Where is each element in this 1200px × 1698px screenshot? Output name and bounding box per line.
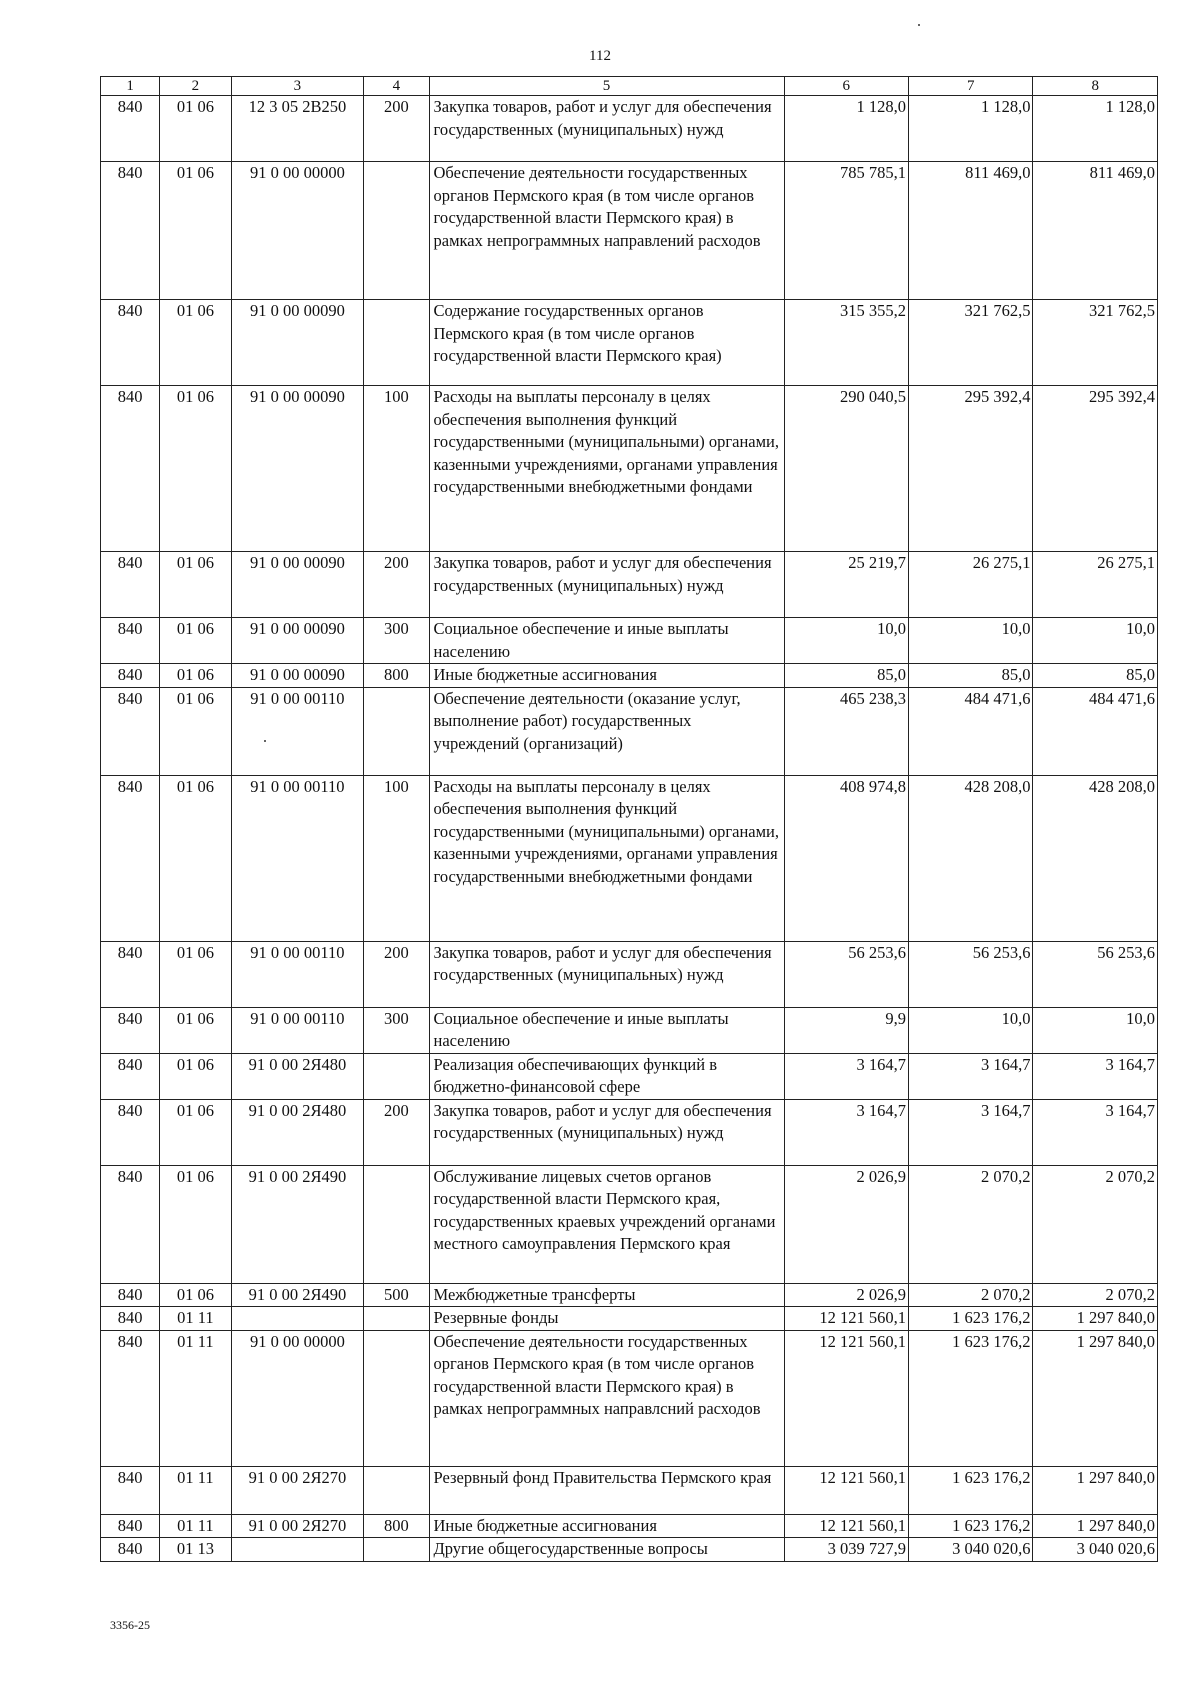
header-row <box>101 77 1158 96</box>
cell-col-3: 91 0 00 00090 <box>231 552 364 618</box>
cell-col-1: 840 <box>101 1514 160 1538</box>
cell-col-3: 91 0 00 2Я480 <box>231 1099 364 1165</box>
cell-col-4: 200 <box>364 941 429 1007</box>
cell-col-7: 1 623 176,2 <box>909 1466 1033 1514</box>
table-row <box>101 162 1158 300</box>
cell-col-7: 56 253,6 <box>909 941 1033 1007</box>
cell-col-6: 785 785,1 <box>784 162 908 300</box>
cell-col-2: 01 06 <box>160 96 231 162</box>
cell-col-6: 56 253,6 <box>784 941 908 1007</box>
cell-col-5: Социальное обеспечение и иные выплаты населению <box>429 618 784 664</box>
cell-col-1: 840 <box>101 300 160 386</box>
cell-col-4: 100 <box>364 775 429 941</box>
cell-col-3: 91 0 00 2Я270 <box>231 1466 364 1514</box>
cell-col-5: Резервный фонд Правительства Пермского края <box>429 1466 784 1514</box>
cell-col-5: Обеспечение деятельности (оказание услуг, выполнение работ) государственных учреждений (организаций) <box>429 687 784 775</box>
cell-col-7: 428 208,0 <box>909 775 1033 941</box>
cell-col-8: 26 275,1 <box>1033 552 1158 618</box>
cell-col-4 <box>364 1466 429 1514</box>
cell-col-5: Расходы на выплаты персоналу в целях обеспечения выполнения функций государственными (муниципальными) органами, казенными учреждениями, органами управления государственными внебюджетными фондами <box>429 775 784 941</box>
cell-col-5: Закупка товаров, работ и услуг для обеспечения государственных (муниципальных) нужд <box>429 552 784 618</box>
cell-col-4 <box>364 1053 429 1099</box>
cell-col-1: 840 <box>101 1007 160 1053</box>
cell-col-8: 1 297 840,0 <box>1033 1466 1158 1514</box>
cell-col-5: Обеспечение деятельности государственных органов Пермского края (в том числе органов государственной власти Пермского края) в рамках непрограммных направлсний расходов <box>429 1330 784 1466</box>
table-row <box>101 96 1158 162</box>
cell-col-1: 840 <box>101 386 160 552</box>
cell-col-8: 1 297 840,0 <box>1033 1330 1158 1466</box>
cell-col-7: 3 040 020,6 <box>909 1538 1033 1562</box>
cell-col-1: 840 <box>101 775 160 941</box>
cell-col-2: 01 06 <box>160 618 231 664</box>
cell-col-1: 840 <box>101 1330 160 1466</box>
col-header-2: 2 <box>160 77 231 96</box>
table-row <box>101 1466 1158 1514</box>
page-number: 112 <box>589 48 611 64</box>
cell-col-1: 840 <box>101 1099 160 1165</box>
cell-col-7: 321 762,5 <box>909 300 1033 386</box>
cell-col-2: 01 11 <box>160 1330 231 1466</box>
col-header-7: 7 <box>909 77 1033 96</box>
cell-col-7: 1 623 176,2 <box>909 1330 1033 1466</box>
table-row <box>101 664 1158 688</box>
cell-col-5: Другие общегосударственные вопросы <box>429 1538 784 1562</box>
cell-col-3: 91 0 00 00090 <box>231 300 364 386</box>
cell-col-4 <box>364 687 429 775</box>
cell-col-2: 01 06 <box>160 941 231 1007</box>
table-row <box>101 552 1158 618</box>
cell-col-3: 91 0 00 2Я490 <box>231 1165 364 1283</box>
cell-col-2: 01 06 <box>160 1283 231 1307</box>
cell-col-3: 91 0 00 00090 <box>231 618 364 664</box>
cell-col-8: 10,0 <box>1033 618 1158 664</box>
cell-col-7: 1 623 176,2 <box>909 1514 1033 1538</box>
cell-col-5: Расходы на выплаты персоналу в целях обеспечения выполнения функций государственными (муниципальными) органами, казенными учреждениями, органами управления государственными внебюджетными фондами <box>429 386 784 552</box>
budget-table <box>100 76 1158 1562</box>
table-row <box>101 1007 1158 1053</box>
cell-col-1: 840 <box>101 664 160 688</box>
cell-col-6: 465 238,3 <box>784 687 908 775</box>
table-row <box>101 1307 1158 1331</box>
cell-col-1: 840 <box>101 1165 160 1283</box>
budget-table-container <box>100 76 1158 1562</box>
col-header-1: 1 <box>101 77 160 96</box>
cell-col-5: Реализация обеспечивающих функций в бюджетно-финансовой сфере <box>429 1053 784 1099</box>
cell-col-4 <box>364 300 429 386</box>
cell-col-1: 840 <box>101 1466 160 1514</box>
cell-col-7: 10,0 <box>909 618 1033 664</box>
cell-col-8: 1 297 840,0 <box>1033 1514 1158 1538</box>
col-header-5: 5 <box>429 77 784 96</box>
col-header-8: 8 <box>1033 77 1158 96</box>
cell-col-4: 200 <box>364 552 429 618</box>
cell-col-3: 91 0 00 00000 <box>231 162 364 300</box>
cell-col-6: 85,0 <box>784 664 908 688</box>
cell-col-3: 91 0 00 00110 <box>231 1007 364 1053</box>
cell-col-1: 840 <box>101 162 160 300</box>
cell-col-2: 01 06 <box>160 1099 231 1165</box>
cell-col-3: 12 3 05 2B250 <box>231 96 364 162</box>
table-row <box>101 775 1158 941</box>
cell-col-5: Иные бюджетные ассигнования <box>429 1514 784 1538</box>
cell-col-5: Иные бюджетные ассигнования <box>429 664 784 688</box>
cell-col-3 <box>231 1538 364 1562</box>
table-row <box>101 300 1158 386</box>
cell-col-3: 91 0 00 00000 <box>231 1330 364 1466</box>
cell-col-8: 1 297 840,0 <box>1033 1307 1158 1331</box>
cell-col-3: 91 0 00 00090 <box>231 386 364 552</box>
cell-col-3: 91 0 00 2Я490 <box>231 1283 364 1307</box>
cell-col-8: 85,0 <box>1033 664 1158 688</box>
table-row <box>101 687 1158 775</box>
table-row <box>101 1165 1158 1283</box>
cell-col-2: 01 11 <box>160 1514 231 1538</box>
col-header-6: 6 <box>784 77 908 96</box>
cell-col-2: 01 06 <box>160 552 231 618</box>
cell-col-5: Закупка товаров, работ и услуг для обеспечения государственных (муниципальных) нужд <box>429 1099 784 1165</box>
table-row <box>101 1099 1158 1165</box>
cell-col-1: 840 <box>101 1307 160 1331</box>
cell-col-4: 100 <box>364 386 429 552</box>
cell-col-6: 12 121 560,1 <box>784 1514 908 1538</box>
cell-col-6: 9,9 <box>784 1007 908 1053</box>
cell-col-6: 12 121 560,1 <box>784 1307 908 1331</box>
cell-col-7: 1 128,0 <box>909 96 1033 162</box>
cell-col-6: 2 026,9 <box>784 1283 908 1307</box>
cell-col-6: 408 974,8 <box>784 775 908 941</box>
cell-col-6: 25 219,7 <box>784 552 908 618</box>
cell-col-2: 01 13 <box>160 1538 231 1562</box>
cell-col-7: 811 469,0 <box>909 162 1033 300</box>
table-row <box>101 618 1158 664</box>
cell-col-4: 200 <box>364 1099 429 1165</box>
cell-col-7: 295 392,4 <box>909 386 1033 552</box>
cell-col-1: 840 <box>101 941 160 1007</box>
cell-col-8: 2 070,2 <box>1033 1283 1158 1307</box>
cell-col-6: 3 039 727,9 <box>784 1538 908 1562</box>
cell-col-7: 10,0 <box>909 1007 1033 1053</box>
cell-col-8: 1 128,0 <box>1033 96 1158 162</box>
cell-col-3: 91 0 00 2Я480 <box>231 1053 364 1099</box>
table-row <box>101 1538 1158 1562</box>
cell-col-2: 01 06 <box>160 664 231 688</box>
cell-col-6: 12 121 560,1 <box>784 1330 908 1466</box>
cell-col-7: 3 164,7 <box>909 1099 1033 1165</box>
table-row <box>101 386 1158 552</box>
table-body <box>101 96 1158 1562</box>
cell-col-3: 91 0 00 00110 <box>231 687 364 775</box>
cell-col-6: 3 164,7 <box>784 1053 908 1099</box>
cell-col-1: 840 <box>101 687 160 775</box>
cell-col-2: 01 06 <box>160 386 231 552</box>
cell-col-8: 3 164,7 <box>1033 1099 1158 1165</box>
cell-col-6: 10,0 <box>784 618 908 664</box>
cell-col-7: 1 623 176,2 <box>909 1307 1033 1331</box>
cell-col-4: 200 <box>364 96 429 162</box>
cell-col-2: 01 06 <box>160 300 231 386</box>
cell-col-8: 3 040 020,6 <box>1033 1538 1158 1562</box>
footer-document-code: 3356-25 <box>110 1618 150 1632</box>
col-header-4: 4 <box>364 77 429 96</box>
cell-col-3: 91 0 00 00110 <box>231 941 364 1007</box>
cell-col-6: 290 040,5 <box>784 386 908 552</box>
cell-col-7: 26 275,1 <box>909 552 1033 618</box>
cell-col-2: 01 06 <box>160 1053 231 1099</box>
cell-col-1: 840 <box>101 552 160 618</box>
cell-col-7: 85,0 <box>909 664 1033 688</box>
cell-col-4 <box>364 1165 429 1283</box>
cell-col-2: 01 06 <box>160 1007 231 1053</box>
cell-col-1: 840 <box>101 96 160 162</box>
table-row <box>101 941 1158 1007</box>
cell-col-5: Социальное обеспечение и иные выплаты населению <box>429 1007 784 1053</box>
cell-col-8: 10,0 <box>1033 1007 1158 1053</box>
table-row <box>101 1514 1158 1538</box>
cell-col-8: 321 762,5 <box>1033 300 1158 386</box>
cell-col-5: Обслуживание лицевых счетов органов государственной власти Пермского края, государственных краевых учреждений органами местного самоуправления Пермского края <box>429 1165 784 1283</box>
cell-col-7: 484 471,6 <box>909 687 1033 775</box>
cell-col-4: 500 <box>364 1283 429 1307</box>
cell-col-8: 428 208,0 <box>1033 775 1158 941</box>
cell-col-3: 91 0 00 00090 <box>231 664 364 688</box>
cell-col-4 <box>364 1538 429 1562</box>
cell-col-2: 01 11 <box>160 1466 231 1514</box>
scan-speck <box>264 740 266 742</box>
table-row <box>101 1283 1158 1307</box>
cell-col-4 <box>364 1307 429 1331</box>
table-row <box>101 1330 1158 1466</box>
cell-col-6: 12 121 560,1 <box>784 1466 908 1514</box>
cell-col-5: Содержание государственных органов Пермского края (в том числе органов государственной власти Пермского края) <box>429 300 784 386</box>
cell-col-6: 1 128,0 <box>784 96 908 162</box>
cell-col-1: 840 <box>101 618 160 664</box>
cell-col-5: Межбюджетные трансферты <box>429 1283 784 1307</box>
cell-col-1: 840 <box>101 1053 160 1099</box>
cell-col-8: 3 164,7 <box>1033 1053 1158 1099</box>
cell-col-4: 800 <box>364 664 429 688</box>
cell-col-7: 2 070,2 <box>909 1165 1033 1283</box>
cell-col-2: 01 06 <box>160 1165 231 1283</box>
cell-col-6: 315 355,2 <box>784 300 908 386</box>
cell-col-3: 91 0 00 2Я270 <box>231 1514 364 1538</box>
cell-col-4 <box>364 162 429 300</box>
cell-col-5: Обеспечение деятельности государственных органов Пермского края (в том числе органов государственной власти Пермского края) в рамках непрограммных направлений расходов <box>429 162 784 300</box>
cell-col-8: 484 471,6 <box>1033 687 1158 775</box>
cell-col-3: 91 0 00 00110 <box>231 775 364 941</box>
cell-col-5: Резервные фонды <box>429 1307 784 1331</box>
cell-col-7: 2 070,2 <box>909 1283 1033 1307</box>
cell-col-2: 01 06 <box>160 162 231 300</box>
cell-col-2: 01 11 <box>160 1307 231 1331</box>
cell-col-2: 01 06 <box>160 687 231 775</box>
cell-col-4: 800 <box>364 1514 429 1538</box>
cell-col-6: 2 026,9 <box>784 1165 908 1283</box>
col-header-3: 3 <box>231 77 364 96</box>
cell-col-8: 2 070,2 <box>1033 1165 1158 1283</box>
cell-col-8: 56 253,6 <box>1033 941 1158 1007</box>
cell-col-1: 840 <box>101 1538 160 1562</box>
cell-col-8: 295 392,4 <box>1033 386 1158 552</box>
cell-col-2: 01 06 <box>160 775 231 941</box>
cell-col-4: 300 <box>364 1007 429 1053</box>
table-row <box>101 1053 1158 1099</box>
cell-col-1: 840 <box>101 1283 160 1307</box>
cell-col-7: 3 164,7 <box>909 1053 1033 1099</box>
cell-col-5: Закупка товаров, работ и услуг для обеспечения государственных (муниципальных) нужд <box>429 96 784 162</box>
cell-col-6: 3 164,7 <box>784 1099 908 1165</box>
cell-col-4 <box>364 1330 429 1466</box>
cell-col-4: 300 <box>364 618 429 664</box>
cell-col-8: 811 469,0 <box>1033 162 1158 300</box>
cell-col-3 <box>231 1307 364 1331</box>
cell-col-5: Закупка товаров, работ и услуг для обеспечения государственных (муниципальных) нужд <box>429 941 784 1007</box>
scan-speck <box>918 24 920 26</box>
